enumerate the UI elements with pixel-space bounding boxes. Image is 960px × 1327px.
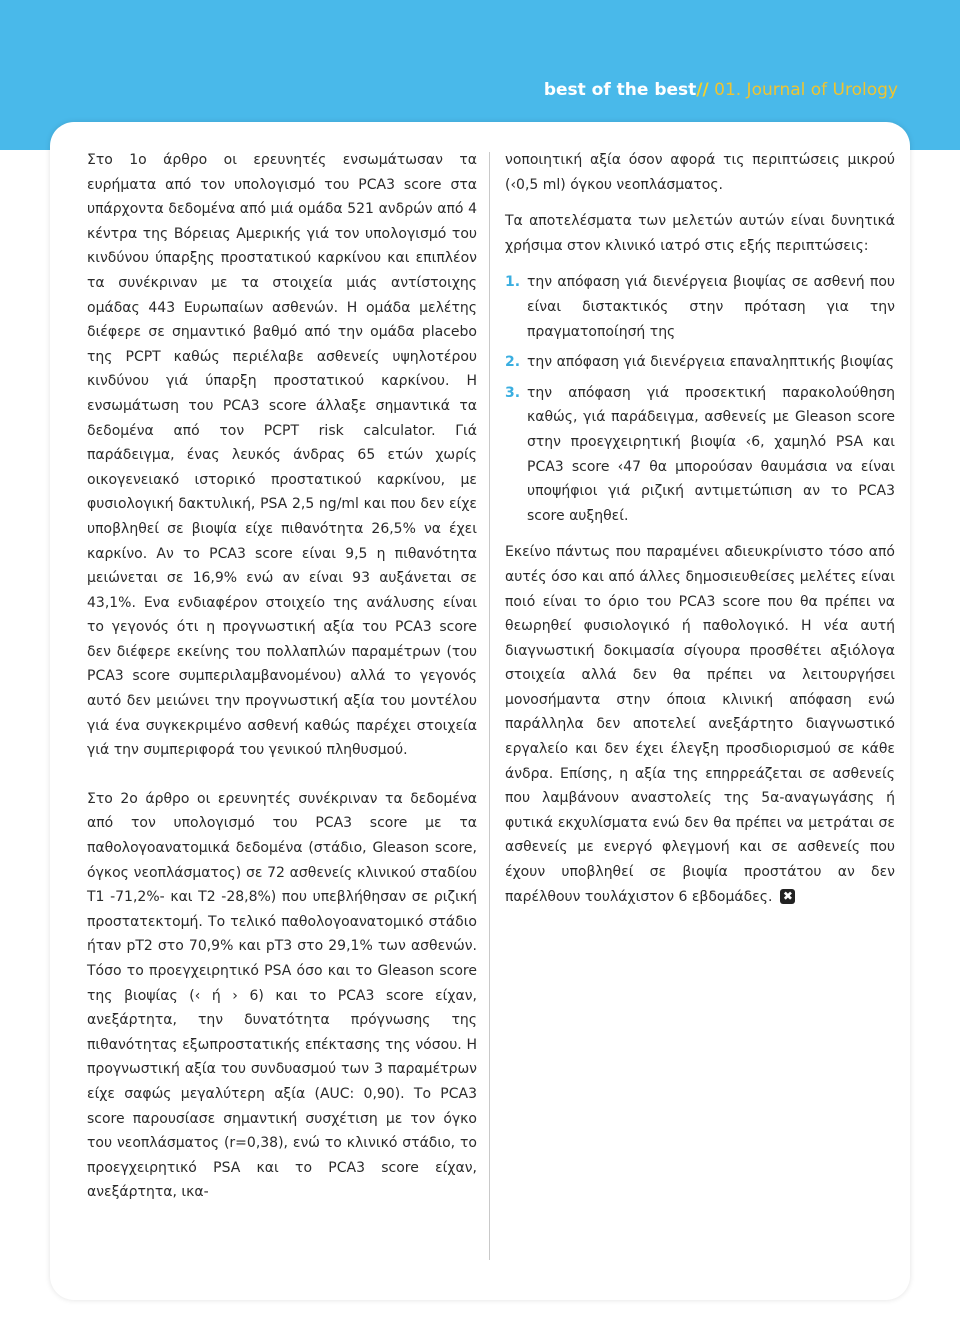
- section-title-bold: best of the best: [543, 80, 697, 100]
- left-paragraph-2: Στο 2ο άρθρο οι ερευνητές συνέκριναν τα δεδομένα από τον υπολογισμό του PCA3 score με τα παθολογοανατομικά δεδομένα (στάδιο, Gleason score, όγκος νεοπλάσματος) σε 72 ασθενείς κλινικού σταδίου T1 -71,2%- και T2 -28,8%) που υπεβλήθησαν σε ριζική προστατεκτομή. Το τελικό παθολογοανατομικό στάδιο ήταν pT2 στο 70,9% και pT3 στο 29,1% των ασθενών. Τόσο το προεγχειρητικό PSA όσο και το Gleason score της βιοψίας (‹ ή › 6) και το PCA3 score είχαν, ανεξάρτητα, την δυνατότητα πρόγνωσης της πιθανότητας εξωπροστατικής επέκτασης της νόσου. Η προγνωστική αξία του συνδυασμού των 3 παραμέτρων είχε σαφώς μεγαλύτερη αξία (AUC: 0,90). Το PCA3 score παρουσίασε σημαντική συσχέτιση με τον όγκο του νεοπλάσματος (r=0,38), ενώ το κλινικό στάδιο, το προεγχειρητικό PSA και το PCA3 score είχαν, ανεξάρτητα, ικα-: [87, 790, 477, 1201]
- cases-list: [505, 270, 895, 528]
- right-paragraph-3: [505, 540, 895, 909]
- right-paragraph-1: νοποιητική αξία όσον αφορά τις περιπτώσεις μικρού (‹0,5 ml) όγκου νεοπλάσματος.: [505, 152, 895, 193]
- left-column: [87, 148, 477, 1217]
- list-item: [505, 270, 895, 344]
- list-text: την απόφαση γιά διενέργεια βιοψίας σε ασθενή που είναι διστακτικός στην πρόταση για την πραγματοποίησή της: [527, 274, 895, 340]
- right-paragraph-3-text: Εκείνο πάντως που παραμένει αδιευκρίνιστο τόσο από αυτές όσο και από άλλες δημοσιευθείσες μελέτες είναι ποιό είναι το όριο του PCA3 score που θα πρέπει να θεωρηθεί φυσιολογικό ή παθολογικό. Η νέα αυτή διαγνωστική δοκιμασία σίγουρα προσθέτει αξιόλογα στοιχεία αλλά δεν θα πρέπει να λειτουργήσει μονοσήμαντα στην όποια κλινική απόφαση ενώ παράλληλα δεν αποτελεί ανεξάρτητο διαγνωστικό εργαλείο και δεν έχει έλεγξη προσδιορισμού σε κάθε άνδρα. Επίσης, η αξία της επηρρεάζεται σε ασθενείς που λαμβάνουν αναστολείς της 5α-αναγωγάσης ή φυτικά εκχυλίσματα ενώ δεν θα πρέπει να μετράται σε ασθενείς με ενεργό φλεγμονή και σε ασθενείς που έχουν υποβληθεί σε βιοψία προστάτου αν δεν παρέλθουν τουλάχιστον 6 εβδομάδες.: [505, 544, 895, 905]
- end-of-article-icon: ✖: [780, 889, 795, 904]
- right-column: [505, 148, 895, 921]
- column-divider: [489, 152, 490, 1260]
- left-paragraph-1: Στο 1ο άρθρο οι ερευνητές ενσωμάτωσαν τα ευρήματα από τον υπολογισμό του PCA3 score στα υπάρχοντα δεδομένα από μιά ομάδα 521 ανδρών από 4 κέντρα της Βόρειας Αμερικής γιά τον υπολογισμό του κινδύνου ύπαρξης προστατικού καρκίνου και επιπλέον τα συνέκριναν με τα στοιχεία μιάς αντίστοιχης ομάδας 443 Ευρωπαίων ασθενών. Η ομάδα μελέτης διέφερε σε σημαντικό βαθμό από την ομάδα placebo της PCPT καθώς περιέλαβε ασθενείς υψηλοτέρου κινδύνου γιά ύπαρξη προστατικού καρκίνου. Η ενσωμάτωση του PCA3 score άλλαξε σημαντικά τα δεδομένα από τον PCPT risk calculator. Γιά παράδειγμα, ένας λευκός άνδρας 65 ετών χωρίς οικογενειακό ιστορικό προστατικού καρκίνου, με φυσιολογική δακτυλική, PSA 2,5 ng/ml και που δεν είχε υποβληθεί σε βιοψία είχε πιθανότητα 26,5% να έχει καρκίνο. Αν το PCA3 score είναι 9,5 η πιθανότητα μειώνεται σε 16,9% ενώ αν είναι 93 αυξάνεται σε 43,1%. Ενα ενδιαφέρον στοιχείο της ανάλυσης είναι το γεγονός ότι η προγνωστική αξία του PCA3 score δεν διέφερε εκείνης του πολλαπλών παραμέτρων (του PCA3 score συμπεριλαμβανομένου) αλλά το γεγονός αυτό δεν μειώνει την προγνωστική αξία του μοντέλου γιά ένα συγκεκριμένο ασθενή καθώς παρέχει στοιχεία γιά την συμπεριφορά του γενικού πληθυσμού.: [87, 152, 477, 759]
- list-item: [505, 381, 895, 529]
- list-number: 3.: [505, 384, 521, 401]
- right-paragraph-2: Τα αποτελέσματα των μελετών αυτών είναι δυνητικά χρήσιμα στον κλινικό ιατρό στις εξής περιπτώσεις:: [505, 213, 895, 254]
- list-text: την απόφαση γιά προσεκτική παρακολούθηση καθώς, γιά παράδειγμα, ασθενείς με Gleason score στην προεγχειρητική βιοψία ‹6, χαμηλό PSA και PCA3 score ‹47 θα μπορούσαν θαυμάσια να είναι υποψήφιοι γιά ριζική αντιμετώπιση αν το PCA3 score αυξηθεί.: [527, 384, 895, 524]
- list-number: 2.: [505, 354, 521, 371]
- list-item: [505, 350, 895, 375]
- list-text: την απόφαση γιά διενέργεια επαναληπτικής βιοψίας: [527, 354, 895, 371]
- list-number: 1.: [505, 274, 521, 291]
- section-title-slash: //: [696, 80, 709, 100]
- section-title-journal: 01. Journal of Urology: [708, 80, 898, 100]
- section-title: [544, 78, 898, 102]
